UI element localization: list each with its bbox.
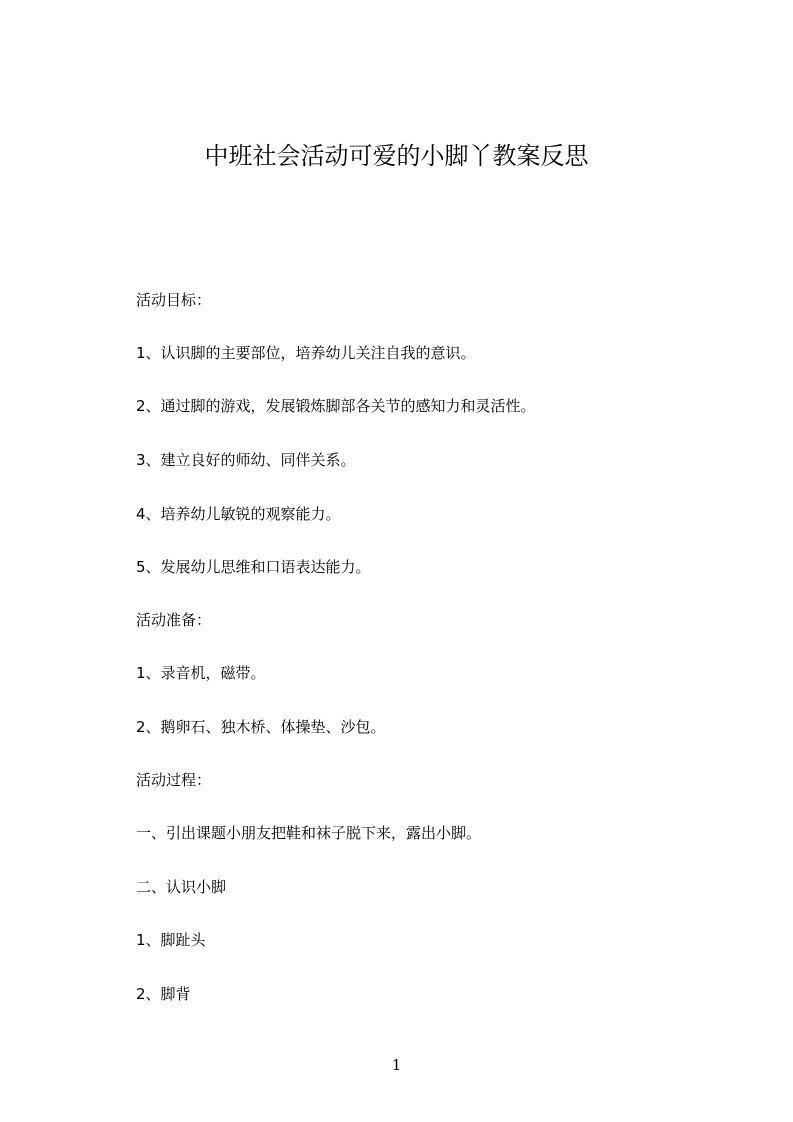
- document-title: 中班社会活动可爱的小脚丫教案反思: [204, 142, 589, 170]
- goal-item-4: 4、培养幼儿敏锐的观察能力。: [136, 505, 341, 523]
- section-heading-activity-goals: 活动目标：: [136, 291, 212, 309]
- process-substep-2: 2、脚背: [136, 985, 191, 1003]
- page-number: 1: [391, 1056, 402, 1074]
- goal-item-3: 3、建立良好的师幼、同伴关系。: [136, 451, 356, 469]
- goal-item-1: 1、认识脚的主要部位，培养幼儿关注自我的意识。: [136, 344, 476, 362]
- section-heading-activity-process: 活动过程：: [136, 771, 212, 789]
- preparation-item-2: 2、鹅卵石、独木桥、体操垫、沙包。: [136, 718, 386, 736]
- process-step-1: 一、引出课题小朋友把鞋和袜子脱下来，露出小脚。: [136, 824, 482, 842]
- section-heading-activity-preparation: 活动准备：: [136, 611, 212, 629]
- process-step-2: 二、认识小脚: [136, 878, 227, 896]
- process-substep-1: 1、脚趾头: [136, 931, 206, 949]
- preparation-item-1: 1、录音机，磁带。: [136, 664, 266, 682]
- goal-item-5: 5、发展幼儿思维和口语表达能力。: [136, 558, 371, 576]
- goal-item-2: 2、通过脚的游戏，发展锻炼脚部各关节的感知力和灵活性。: [136, 397, 536, 415]
